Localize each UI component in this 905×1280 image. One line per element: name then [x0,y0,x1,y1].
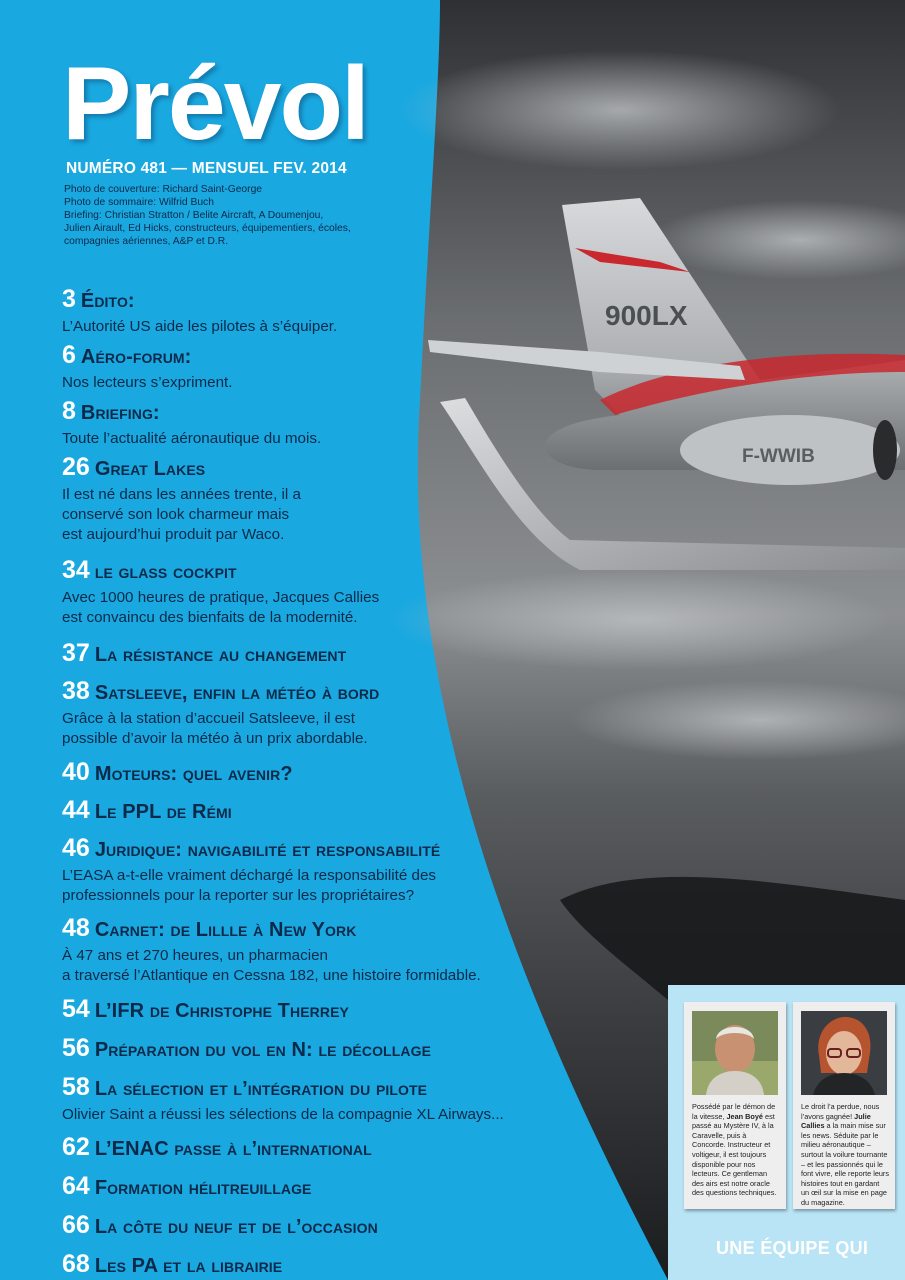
toc-page-number: 48 [62,914,90,942]
toc-title: La résistance au changement [94,644,347,666]
toc-title: Great Lakes [94,458,206,480]
toc-entry[interactable] [62,996,622,1026]
cloud [400,50,840,170]
magazine-logo: Prévol [62,46,368,162]
toc-title: L’IFR de Christophe Therrey [94,1000,349,1022]
toc-entry[interactable] [62,342,622,393]
toc-description: L’EASA a-t-elle vraiment déchargé la responsabilité des professionnels pour la reporter sur les propriétaires? [62,867,436,904]
issue-line: NUMÉRO 481 — MENSUEL FEV. 2014 [66,160,347,177]
toc-page-number: 3 [62,285,76,313]
photo-credits [64,183,404,248]
toc-page-number: 68 [62,1250,90,1278]
toc-title: Préparation du vol en N: le décollage [94,1039,432,1061]
toc-entry[interactable] [62,1173,622,1203]
toc-page-number: 58 [62,1073,90,1101]
toc-page-number: 8 [62,397,76,425]
toc-entry[interactable] [62,286,622,337]
toc-description: À 47 ans et 270 heures, un pharmacien a traversé l’Atlantique en Cessna 182, une histoire formidable. [62,947,481,984]
toc-page-number: 6 [62,341,76,369]
toc-entry[interactable] [62,797,622,827]
toc-title: le glass cockpit [94,561,237,583]
bio-name: Jean Boyé [726,1111,763,1121]
toc-title: Le PPL de Rémi [94,801,232,823]
toc-title: La sélection et l’intégration du pilote [94,1078,428,1100]
table-of-contents [62,286,622,1280]
toc-entry[interactable] [62,1251,622,1280]
bio-text: Possédé par le démon de la vitesse, [692,1102,776,1121]
bio-text: Le droit l’a perdue, nous l’avons gagnée! [801,1102,880,1121]
toc-entry[interactable] [62,1134,622,1164]
toc-page-number: 46 [62,834,90,862]
toc-page-number: 26 [62,453,90,481]
toc-title: Les PA et la librairie [94,1255,283,1277]
toc-page-number: 62 [62,1133,90,1161]
toc-entry[interactable] [62,557,622,628]
toc-entry[interactable] [62,915,622,986]
team-title: UNE ÉQUIPE QUI [716,1238,869,1258]
team-bio [801,1102,889,1208]
team-panel [668,985,905,1280]
toc-title: L’ENAC passe à l’international [94,1138,372,1160]
toc-entry[interactable] [62,1212,622,1242]
toc-page-number: 40 [62,758,90,786]
toc-description: Nos lecteurs s’expriment. [62,374,233,391]
toc-title: Briefing: [80,402,160,424]
toc-entry[interactable] [62,678,622,749]
toc-entry[interactable] [62,759,622,789]
portrait-photo [801,1011,887,1095]
bio-text: a la main mise sur les news. Séduite par le milieu aéronautique – surtout la voilure tournante – et les passionnés qui le font vivre, elle reporte leurs histoires tout en gardant un œil sur la mise en page du magazine. [801,1121,890,1207]
toc-description: L’Autorité US aide les pilotes à s’équiper. [62,318,338,335]
team-card-julie-callies [793,1002,895,1209]
toc-entry[interactable] [62,454,622,545]
toc-title: Édito: [80,290,135,312]
engine-intake [873,420,897,480]
toc-entry[interactable] [62,398,622,449]
tail-text: 900LX [605,300,688,331]
toc-page-number: 37 [62,639,90,667]
toc-entry[interactable] [62,640,622,670]
portrait-photo [692,1011,778,1095]
registration-text: F-WWIB [742,446,815,467]
toc-description: Toute l’actualité aéronautique du mois. [62,430,322,447]
team-card-jean-boye [684,1002,786,1209]
toc-title: Juridique: navigabilité et responsabilité [94,839,441,861]
toc-title: La côte du neuf et de l’occasion [94,1216,378,1238]
toc-title: Formation hélitreuillage [94,1177,312,1199]
toc-entry[interactable] [62,1074,622,1125]
toc-description: Grâce à la station d’accueil Satsleeve, il est possible d’avoir la météo à un prix abordable. [62,710,368,747]
toc-page-number: 56 [62,1034,90,1062]
toc-title: Satsleeve, enfin la météo à bord [94,682,380,704]
toc-page-number: 66 [62,1211,90,1239]
toc-page-number: 38 [62,677,90,705]
toc-entry[interactable] [62,1035,622,1065]
toc-description: Olivier Saint a réussi les sélections de la compagnie XL Airways... [62,1106,504,1123]
toc-description: Avec 1000 heures de pratique, Jacques Callies est convaincu des bienfaits de la modernité. [62,589,380,626]
toc-page-number: 54 [62,995,90,1023]
team-bio [692,1102,780,1198]
credit-line: compagnies aériennes, A&P et D.R. [64,236,229,247]
toc-title: Carnet: de Lillle à New York [94,919,357,941]
credit-line: Julien Airault, Ed Hicks, constructeurs, équipementiers, écoles, [64,223,351,234]
toc-page-number: 34 [62,556,90,584]
toc-page-number: 44 [62,796,90,824]
toc-title: Aéro-forum: [80,346,192,368]
toc-title: Moteurs: quel avenir? [94,763,293,785]
toc-entry[interactable] [62,835,622,906]
bio-name: Julie Callies [801,1111,871,1131]
credit-line: Photo de couverture: Richard Saint-George [64,184,263,195]
credit-line: Photo de sommaire: Wilfrid Buch [64,197,214,208]
bio-text: est passé au Mystère IV, à la Caravelle, puis à Concorde. Instructeur et voltigeur, il est toujours disponible pour nos lecteurs. Ce gentleman des airs est notre oracle des questions techniques. [692,1111,777,1198]
toc-description: Il est né dans les années trente, il a conservé son look charmeur mais est aujourd’hui produit par Waco. [62,486,301,543]
credit-line: Briefing: Christian Stratton / Belite Aircraft, A Doumenjou, [64,210,324,221]
toc-page-number: 64 [62,1172,90,1200]
